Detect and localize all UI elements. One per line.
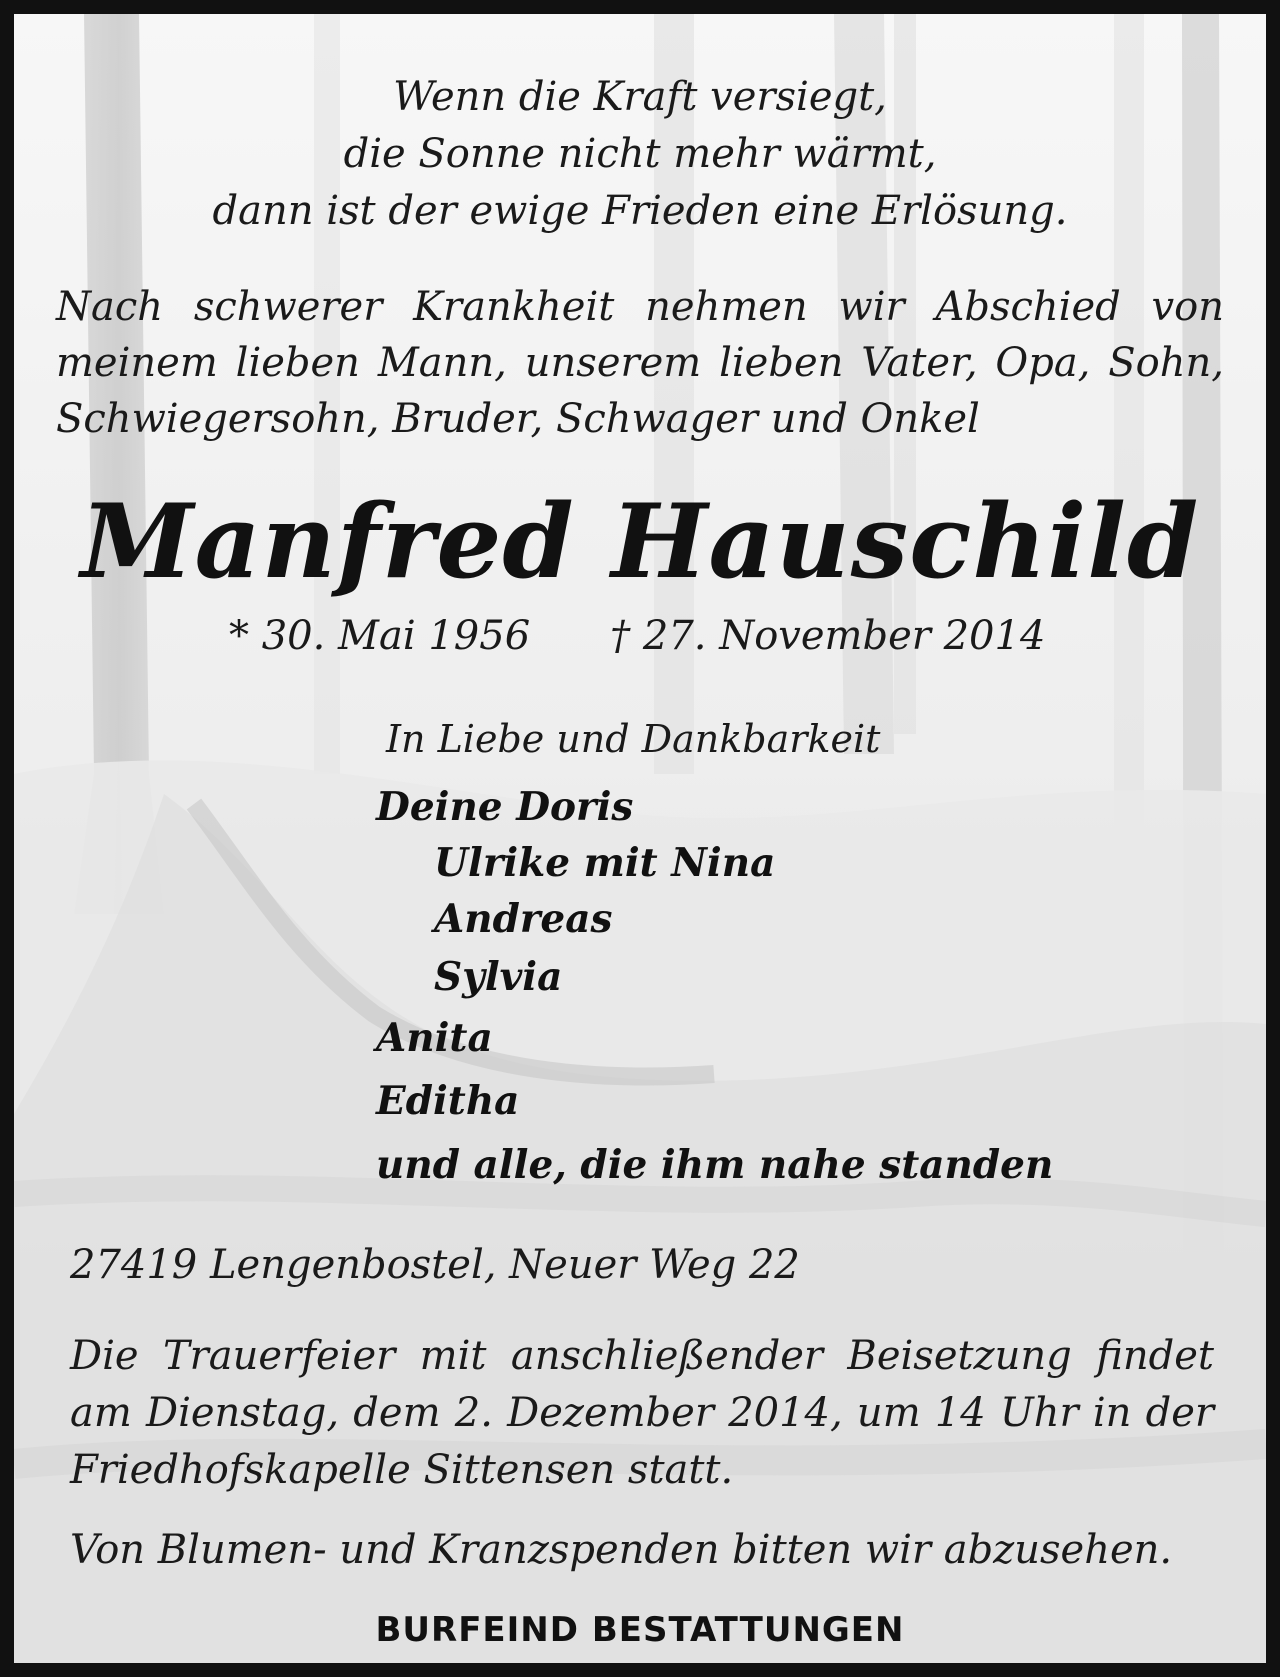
family-address: 27419 Lengenbostel, Neuer Weg 22: [70, 1242, 800, 1288]
flowers-note: Von Blumen- und Kranzspenden bitten wir abzusehen.: [70, 1527, 1173, 1573]
poem-line: dann ist der ewige Frieden eine Erlösung.: [212, 188, 1068, 234]
mourner-name: Ulrike mit Nina: [434, 840, 776, 886]
mourner-name: Editha: [376, 1078, 520, 1124]
life-dates: [229, 611, 1045, 661]
mourner-name: und alle, die ihm nahe standen: [376, 1142, 1054, 1188]
obituary-content: [14, 14, 1266, 1663]
poem-line: die Sonne nicht mehr wärmt,: [343, 131, 937, 177]
poem-line: Wenn die Kraft versiegt,: [393, 74, 887, 120]
intro-text: Nach schwerer Krankheit nehmen wir Abschied von meinem lieben Mann, unserem lieben Vater, Opa, Sohn, Schwiegersohn, Bruder, Schwager und Onkel: [56, 284, 1224, 442]
funeral-service-info: Die Trauerfeier mit anschließender Beisetzung findet am Dienstag, dem 2. Dezember 2014, um 14 Uhr in der Friedhofskapelle Sittensen statt.: [70, 1333, 1214, 1493]
poem: [14, 69, 1266, 240]
gratitude-line: In Liebe und Dankbarkeit: [386, 717, 881, 761]
mourner-name: Anita: [376, 1015, 493, 1061]
death-date: † 27. November 2014: [610, 613, 1046, 659]
funeral-home-logo: BURFEIND BESTATTUNGEN: [375, 1610, 905, 1650]
birth-date: * 30. Mai 1956: [229, 613, 531, 659]
mourner-name: Deine Doris: [376, 784, 634, 830]
deceased-name: Manfred Hauschild: [80, 482, 1200, 602]
mourner-name: Sylvia: [434, 954, 563, 1000]
mourner-name: Andreas: [434, 896, 613, 942]
